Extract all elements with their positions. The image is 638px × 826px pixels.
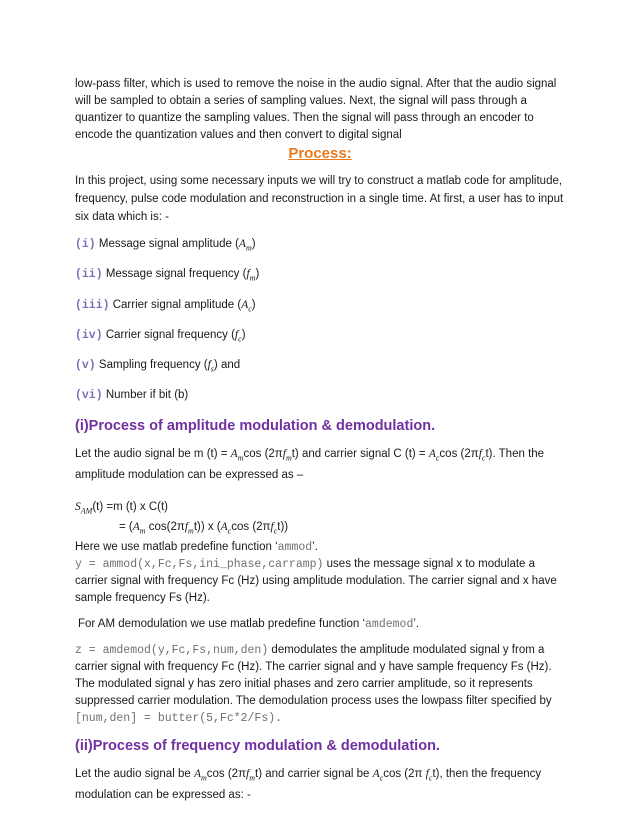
math-symbol: $A_c$	[241, 298, 252, 313]
am-section-heading: (i)Process of amplitude modulation & demodulation.	[75, 418, 436, 435]
list-item-label: (iv)	[75, 328, 103, 342]
list-item-text: Carrier signal frequency (	[105, 328, 235, 341]
am-equation-line-1: $S_{AM}(t) =m$ (t) x C(t)	[75, 500, 169, 516]
list-item-text: Sampling frequency (	[98, 359, 208, 372]
am-intro-paragraph: Let the audio signal be m $(t) = A_m\cos$ $(2\pi f_mt)$ and carrier signal C $(t) = A_c\cos$ $(2\pi f_ct)$. Then the amplitude modulation can be expressed as –	[75, 448, 545, 481]
list-item-label: (v)	[75, 359, 96, 373]
list-item-label: (i)	[75, 238, 96, 251]
math-symbol: $f_m$	[246, 268, 256, 283]
list-item-text: Carrier signal amplitude (	[112, 298, 242, 311]
amdemod-description: z = amdemod(y,Fc,Fs,num,den) demodulates the amplitude modulated signal y from a carrier signal with frequency Fc (Hz). The carrier signal and y have sample frequency Fs (Hz). The modulated signal y has zero initial phases and zero carrier amplitude, so it represents suppressed carrier modulation. The demodulation process uses the lowpass filter specified by [num,den] = butter(5,Fc*2/Fs).	[75, 644, 552, 726]
list-item-end: ) and	[213, 359, 241, 372]
am-equation-line-2: = ($A_m$ $\cos(2\pi f_mt)$) x ($A_c\cos$ $(2\pi f_ct)$)	[119, 521, 289, 536]
list-item-end: )	[241, 328, 246, 341]
list-item-label: (iii)	[75, 298, 110, 312]
list-item-end: )	[251, 238, 256, 250]
list-item-end: )	[255, 268, 260, 281]
amdemod-code: z = amdemod(y,Fc,Fs,num,den)	[75, 644, 269, 658]
page-content	[75, 76, 565, 804]
butter-code: [num,den] = butter(5,Fc*2/Fs).	[75, 712, 283, 726]
input-list	[75, 236, 565, 404]
process-paragraph: In this project, using some necessary inputs we will try to construct a matlab code for amplitude, frequency, pulse code modulation and reconstruction in a single time. At first, a user has to input six data which is: -	[75, 175, 564, 223]
ammod-function-name: ammod	[277, 541, 313, 555]
list-item-text: Number if bit (b)	[105, 389, 189, 402]
process-title: Process:	[288, 145, 352, 162]
amdemod-function-name: amdemod	[365, 618, 414, 632]
list-item	[75, 327, 565, 347]
math-symbol: $A_m$	[238, 238, 252, 253]
list-item-text: Message signal frequency (	[105, 268, 247, 281]
list-item	[75, 297, 565, 317]
list-item	[75, 357, 565, 377]
fm-intro-paragraph: Let the audio signal be $A_m\cos$ $(2\pi f_mt)$ and carrier signal be $A_c\cos$ (2π $f_ct$), then the frequency modulation can be expressed as: -	[75, 768, 542, 801]
math-symbol: $f_s$	[207, 359, 214, 374]
intro-paragraph: low-pass filter, which is used to remove the noise in the audio signal. After that the audio signal will be sampled to obtain a series of sampling values. Next, the signal will pass through a quantizer to quantize the sampling values. Then the signal will pass through an encoder to encode the quantization values and then convert to digital signal	[75, 78, 557, 141]
list-item-text: Message signal amplitude (	[98, 238, 239, 250]
list-item-label: (ii)	[75, 268, 103, 282]
list-item-label: (vi)	[75, 389, 103, 403]
ammod-intro: Here we use matlab predefine function ‘ammod’.	[75, 541, 318, 555]
ammod-code: y = ammod(x,Fc,Fs,ini_phase,carramp)	[75, 558, 324, 572]
ammod-description: y = ammod(x,Fc,Fs,ini_phase,carramp) uses the message signal x to modulate a carrier signal with frequency Fc (Hz) using amplitude modulation. The carrier signal and x have sample frequency Fs (Hz).	[75, 558, 557, 605]
math-symbol: $f_c$	[234, 328, 242, 344]
list-item	[75, 387, 565, 404]
list-item	[75, 266, 565, 286]
list-item	[75, 236, 565, 256]
fm-section-heading: (ii)Process of frequency modulation & demodulation.	[75, 738, 440, 755]
list-item-end: )	[251, 298, 256, 311]
amdemod-intro: For AM demodulation we use matlab predefine function ‘amdemod’.	[78, 618, 420, 632]
